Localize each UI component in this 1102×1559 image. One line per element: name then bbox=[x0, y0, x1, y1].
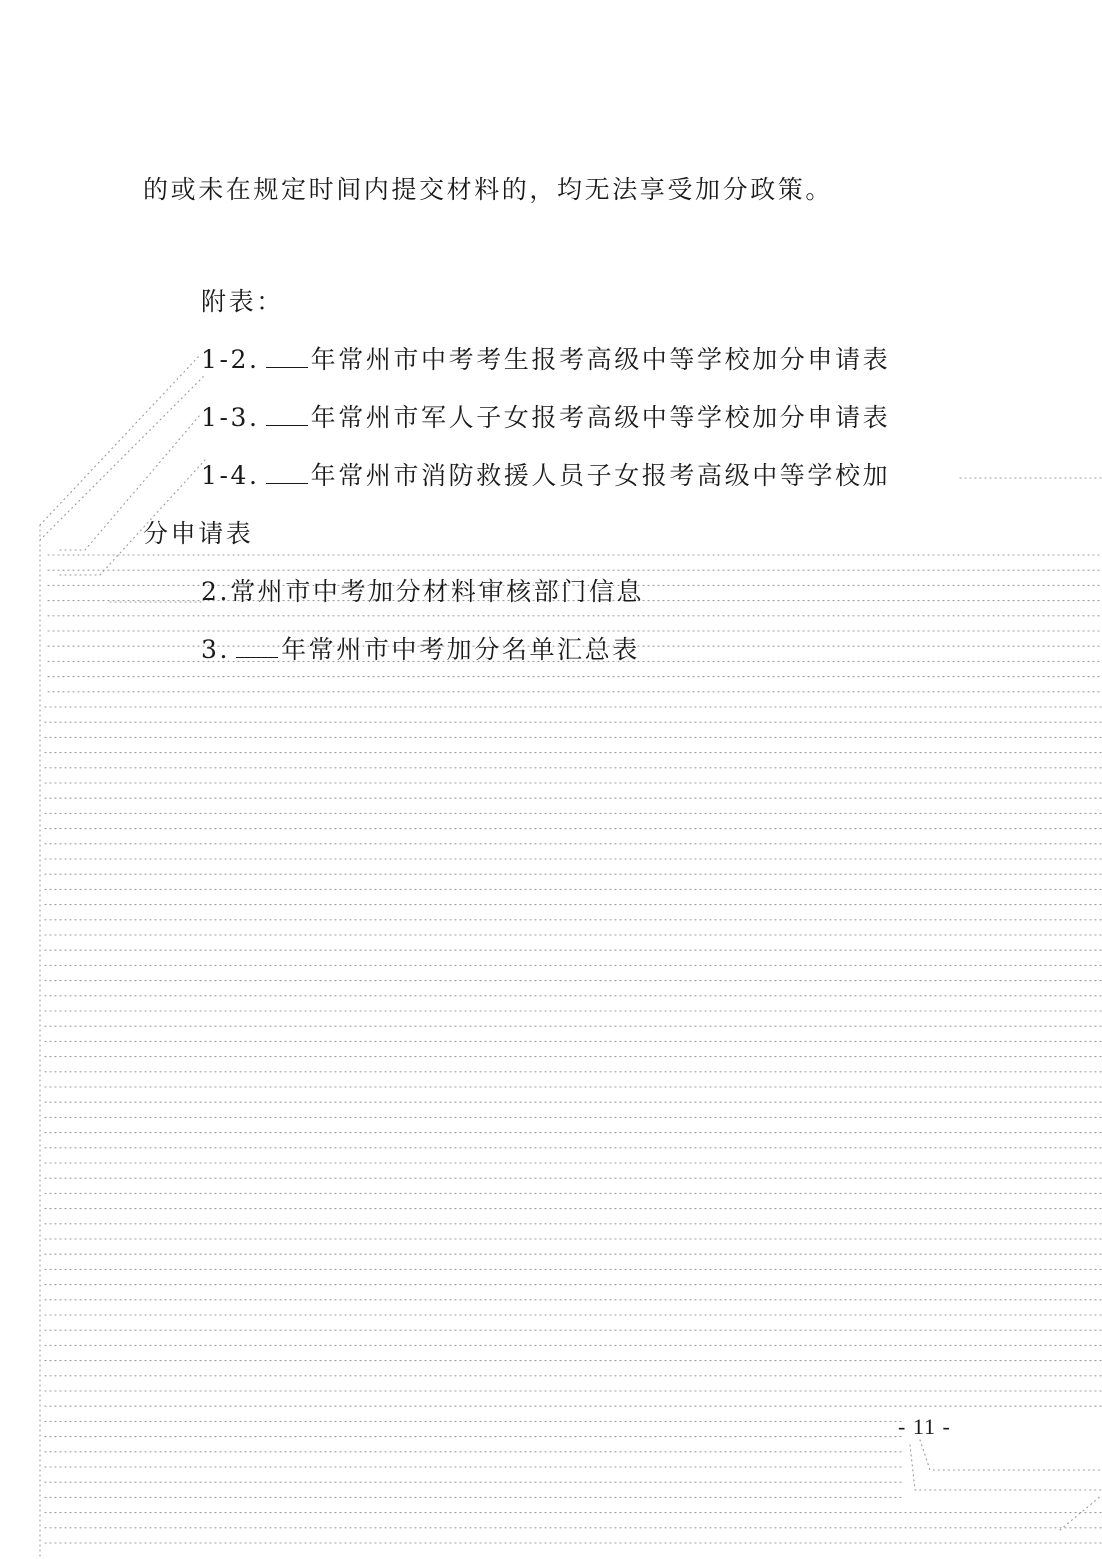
attachment-number: 2. bbox=[201, 577, 231, 606]
attachment-item-1-2 bbox=[201, 344, 890, 376]
year-blank bbox=[266, 461, 308, 484]
attachment-item-2 bbox=[201, 576, 644, 608]
attachment-title: 年常州市中考考生报考高级中等学校加分申请表 bbox=[310, 345, 891, 374]
continuation-paragraph: 的或未在规定时间内提交材料的，均无法享受加分政策。 bbox=[143, 175, 834, 204]
attachment-item-3 bbox=[201, 634, 640, 666]
year-blank bbox=[266, 403, 308, 426]
year-blank bbox=[236, 635, 278, 658]
attachment-title: 年常州市军人子女报考高级中等学校加分申请表 bbox=[310, 403, 891, 432]
attachment-number: 1-2. bbox=[201, 345, 260, 374]
attachment-item-1-3 bbox=[201, 402, 890, 434]
attachments-heading: 附表： bbox=[201, 287, 284, 316]
attachment-title: 年常州市中考加分名单汇总表 bbox=[281, 635, 640, 664]
attachment-item-1-4-continued: 分申请表 bbox=[143, 519, 254, 548]
page-number: - 11 - bbox=[898, 1414, 951, 1439]
attachment-number: 1-3. bbox=[201, 403, 260, 432]
attachment-title: 年常州市消防救援人员子女报考高级中等学校加 bbox=[310, 461, 891, 490]
attachment-item-1-4 bbox=[201, 460, 890, 492]
attachment-number: 1-4. bbox=[201, 461, 260, 490]
attachment-number: 3. bbox=[201, 635, 231, 664]
year-blank bbox=[266, 345, 308, 368]
attachment-title: 常州市中考加分材料审核部门信息 bbox=[230, 577, 645, 606]
